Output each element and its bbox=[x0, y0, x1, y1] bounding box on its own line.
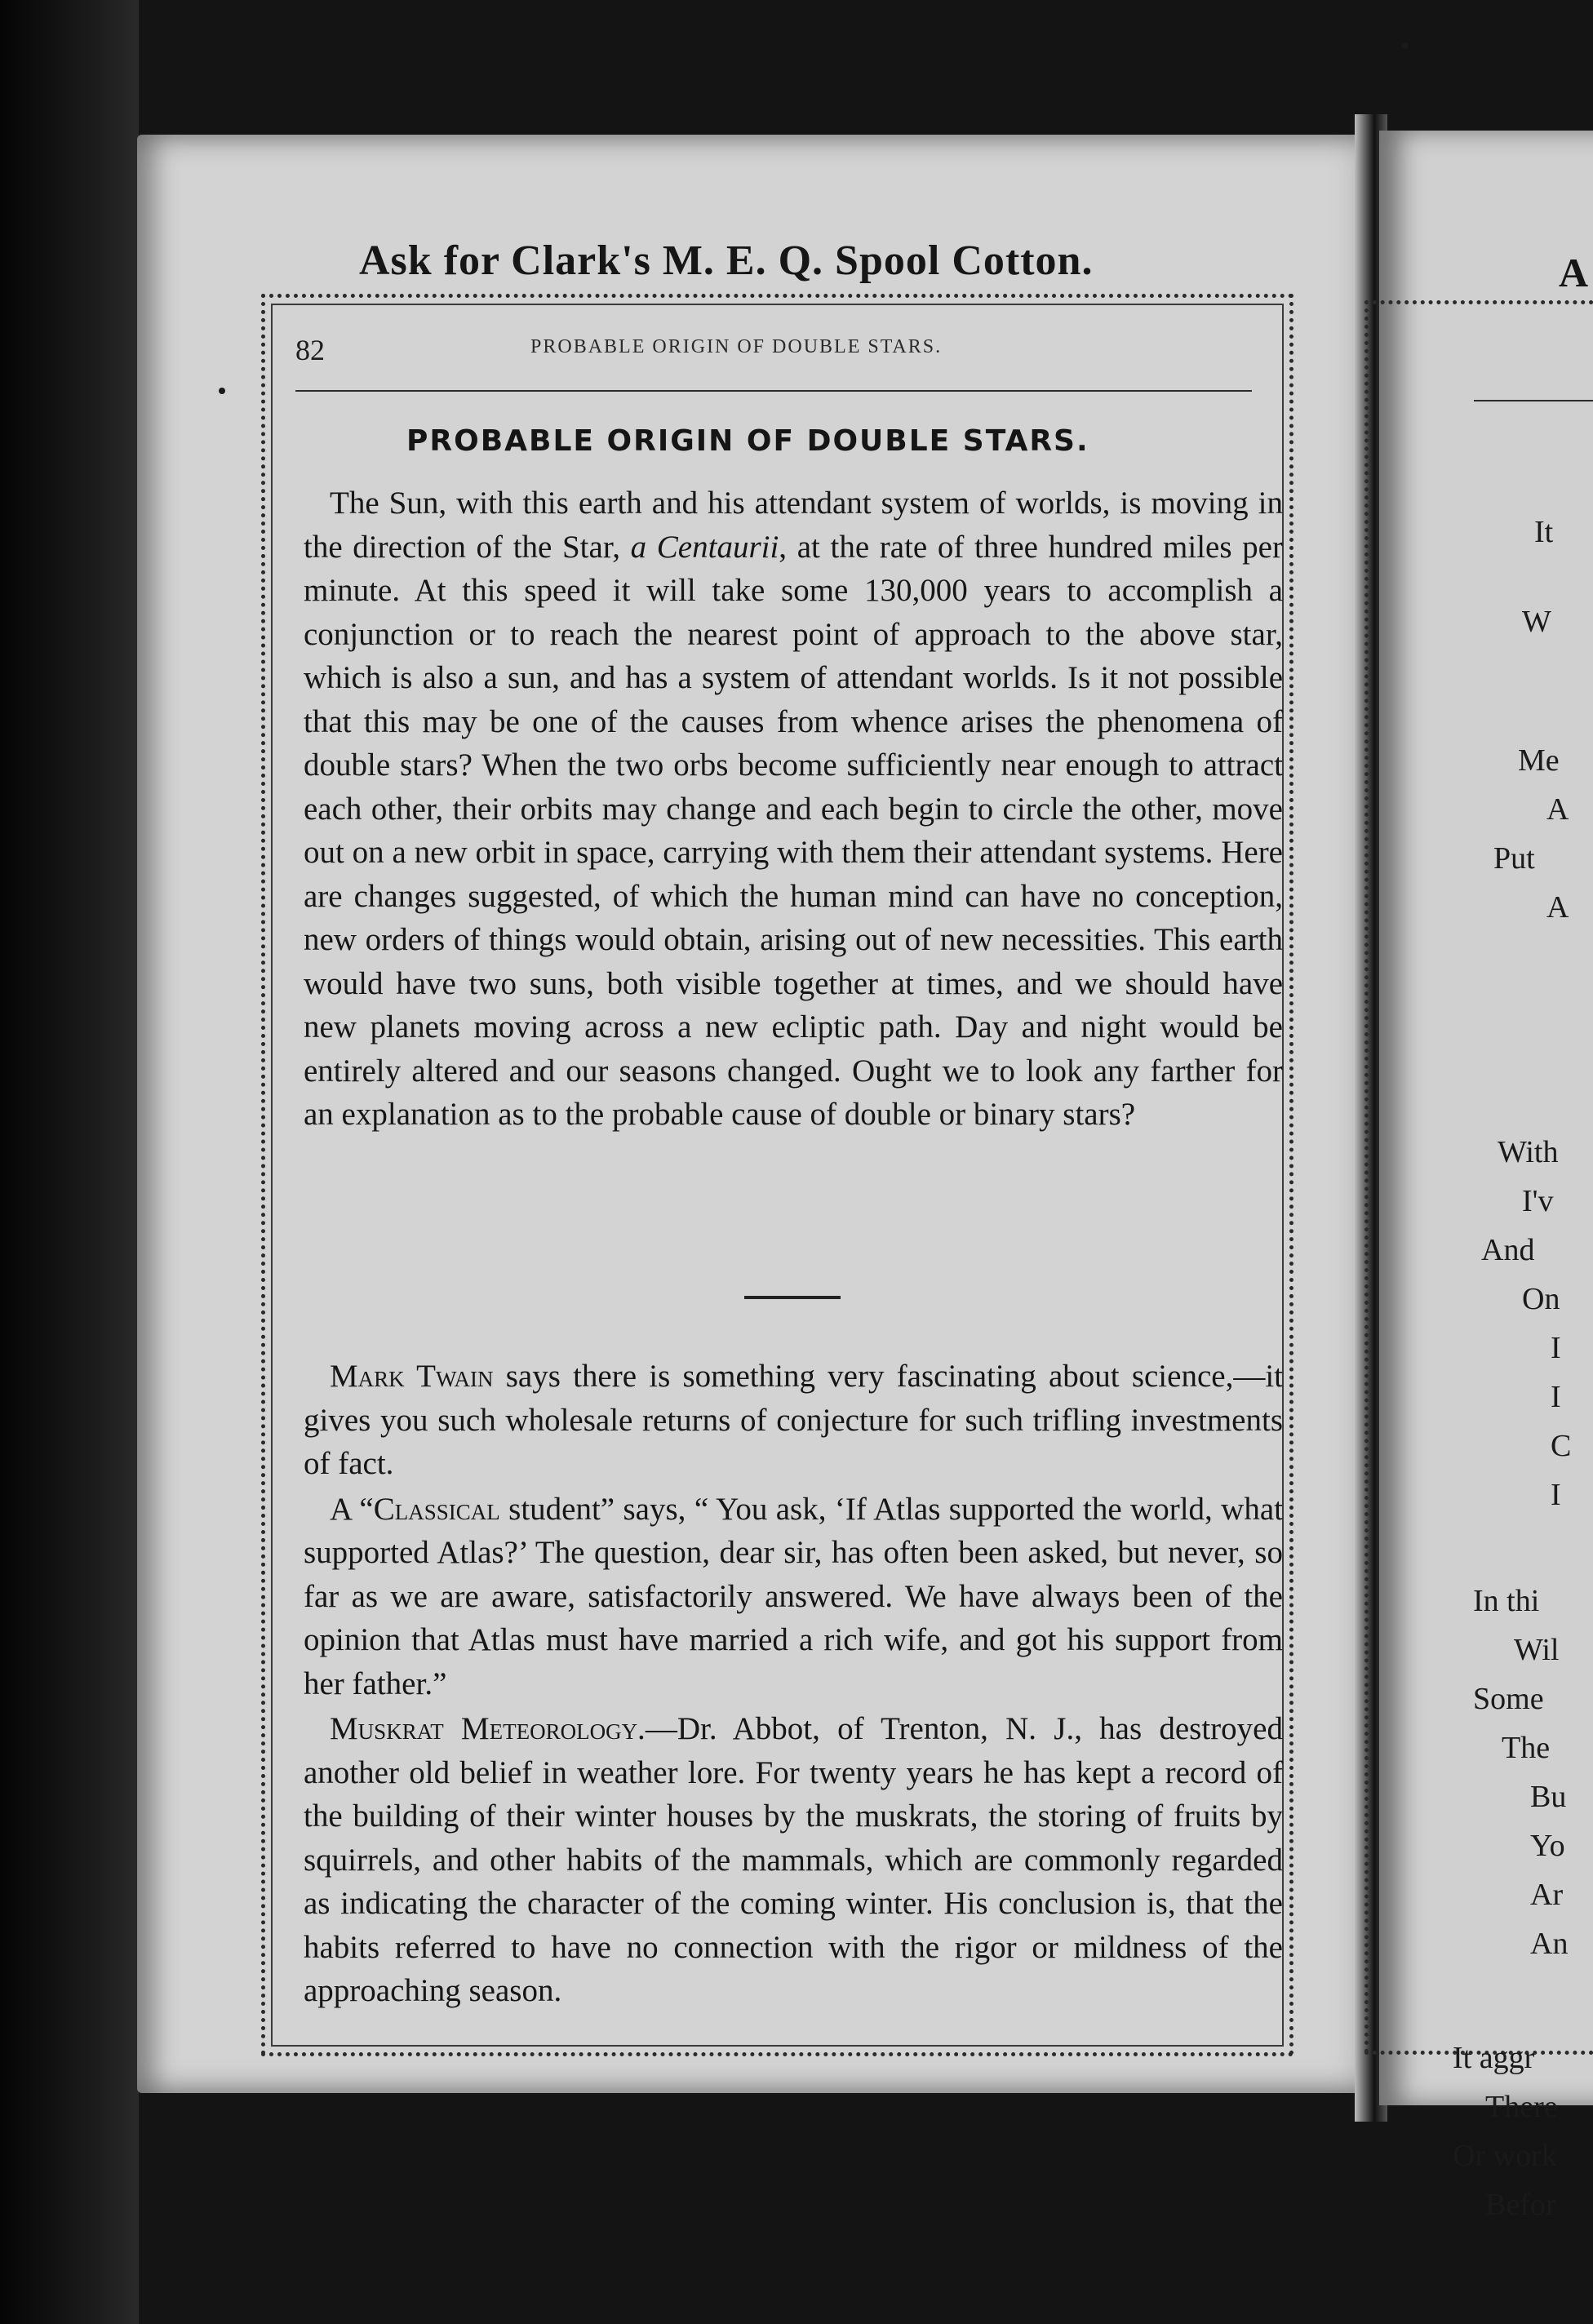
right-page-fragment: I bbox=[1551, 1380, 1561, 1414]
miscellany bbox=[304, 1355, 1283, 2015]
right-page-advertisement: A bbox=[1559, 250, 1589, 295]
right-page-fragment: I bbox=[1551, 1331, 1561, 1365]
page-number: 82 bbox=[295, 334, 325, 366]
right-page-fragment: I bbox=[1551, 1478, 1561, 1512]
article-body bbox=[304, 481, 1283, 1137]
right-page-fragment: It aggr bbox=[1453, 2041, 1535, 2075]
right-page-fragment: And bbox=[1481, 1233, 1535, 1267]
article-paragraph: The Sun, with this earth and his attendant system of worlds, is moving in the direction of the Star, a Centaurii, at the rate of three hundred miles per minute. At this speed it will take some 130,000 years to accomplish a conjunction or to reach the nearest point of approach to the above star, which is also a sun, and has a system of attendant worlds. Is it not possible that this may be one of the causes from whence arises the phenomena of double stars? When the two orbs become sufficiently near enough to attract each other, their orbits may change and each begin to circle the other, move out on a new orbit in space, carrying with them their attendant systems. Here are changes suggested, of which the human mind can have no conception, new orders of things would obtain, arising out of new necessities. This earth would have two suns, both visible together at times, and we should have new planets moving across a new ecliptic path. Day and night would be entirely altered and our seasons changed. Ought we to look any farther for an explanation as to the probable cause of double or binary stars? bbox=[304, 486, 1283, 1132]
right-page-fragment: Put bbox=[1493, 841, 1535, 876]
section-divider bbox=[744, 1296, 841, 1299]
right-page-fragment: Me bbox=[1518, 743, 1560, 778]
ink-speck bbox=[1402, 42, 1409, 49]
right-page-fragment: Befor bbox=[1485, 2188, 1556, 2222]
star-name: a Centaurii bbox=[630, 529, 779, 565]
right-page-fragment: On bbox=[1522, 1282, 1560, 1316]
right-page-fragment: Bu bbox=[1530, 1780, 1567, 1814]
twain-name: Mark Twain bbox=[330, 1359, 494, 1394]
right-page-fragment: C bbox=[1551, 1429, 1572, 1463]
classical-item: A “Classical student” says, “ You ask, ‘If Atlas supported the world, what supported Atlas?’ The question, dear sir, has often been asked, but never, so far as we are aware, satisfactorily answered. We have always been of the opinion that Atlas must have married a rich wife, and got his support from her father.” bbox=[304, 1491, 1283, 1701]
running-head: PROBABLE ORIGIN OF DOUBLE STARS. bbox=[530, 336, 943, 357]
left-shadow bbox=[0, 0, 139, 2324]
right-page-fragment: I'v bbox=[1522, 1184, 1554, 1218]
article-title: PROBABLE ORIGIN OF DOUBLE STARS. bbox=[406, 424, 1089, 458]
header-rule bbox=[295, 390, 1252, 392]
right-page-fragment: It bbox=[1534, 515, 1554, 549]
muskrat-heading: Muskrat Meteorology. bbox=[330, 1711, 646, 1746]
header-advertisement: Ask for Clark's M. E. Q. Spool Cotton. bbox=[359, 237, 1094, 284]
right-page-fragment: There bbox=[1485, 2090, 1558, 2124]
classical-name: Classical bbox=[373, 1491, 500, 1527]
right-page-fragment: A bbox=[1546, 890, 1569, 925]
muskrat-item: Muskrat Meteorology.—Dr. Abbot, of Trenton, N. J., has destroyed another old belief in weather lore. For twenty years he has kept a record of the building of their winter houses by the muskrats, the storing of fruits by squirrels, and other habits of the mammals, which are commonly regarded as indicating the character of the coming winter. His conclusion is, that the habits referred to have no connection with the rigor or mildness of the approaching season. bbox=[304, 1711, 1283, 2008]
right-header-rule bbox=[1474, 400, 1593, 401]
ink-speck bbox=[219, 388, 225, 394]
right-page-fragment: W bbox=[1522, 605, 1551, 639]
right-page-fragment: Ar bbox=[1530, 1878, 1564, 1912]
right-page-fragment: With bbox=[1498, 1135, 1559, 1169]
twain-item: Mark Twain says there is something very fascinating about science,—it gives you such wholesale returns of conjecture for such trifling investments of fact. bbox=[304, 1359, 1283, 1481]
right-page-fragment: An bbox=[1530, 1927, 1569, 1961]
right-page-fragment: Yo bbox=[1530, 1829, 1565, 1863]
right-page-fragment: In thi bbox=[1473, 1584, 1540, 1618]
right-page-fragment: Wil bbox=[1514, 1633, 1560, 1667]
right-page-fragment: The bbox=[1502, 1731, 1551, 1765]
right-page-fragment: Some bbox=[1473, 1682, 1544, 1716]
right-page-fragment: A bbox=[1546, 792, 1569, 827]
right-page-fragment: Or work bbox=[1453, 2139, 1557, 2173]
